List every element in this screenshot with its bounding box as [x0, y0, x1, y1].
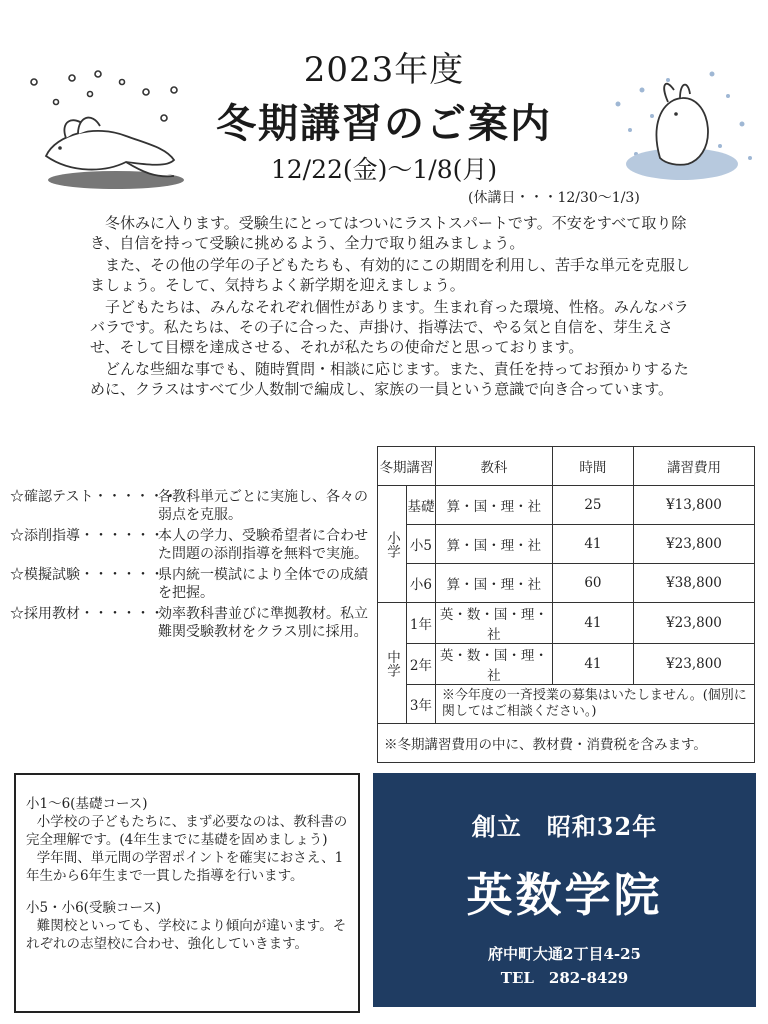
table-footnote: ※冬期講習費用の中に、教材費・消費税を含みます。	[378, 724, 755, 763]
table-row	[378, 603, 755, 644]
grade3-note: ※今年度の一斉授業の募集はいたしません。(個別に関してはご相談ください。)	[435, 685, 754, 724]
intro-paragraph: 子どもたちは、みんなそれぞれ個性があります。生まれ育った環境、性格。みんなバラバラです。私たちは、その子に合った、声掛け、指導法で、やる気と自信を、芽生えさせ、そして目標を達成させる、それが私たちの使命だと思っております。	[90, 298, 689, 356]
school-address: 府中町大通2丁目4-25	[488, 945, 641, 963]
page-title-year: 2023年度	[303, 50, 465, 90]
course-text: 学年間、単元間の学習ポイントを確実におさえ、1年生から6年生まで一貫した指導を行います。	[26, 850, 344, 884]
founded-text: 創立 昭和32年	[471, 812, 658, 841]
feature-item	[10, 605, 370, 641]
subjects-cell: 算・国・理・社	[435, 525, 552, 564]
course-heading: 小1～6(基礎コース)	[26, 796, 148, 812]
course-dates: 12/22(金)～1/8(月)	[270, 155, 498, 184]
grade-cell: 3年	[407, 685, 436, 724]
subjects-cell: 算・国・理・社	[435, 486, 552, 525]
table-header-row	[378, 447, 755, 486]
hours-cell: 25	[552, 486, 633, 525]
feature-text: 県内統一模試により全体での成績を把握。	[158, 567, 368, 601]
school-phone: TEL 282-8429	[500, 969, 629, 987]
grade-cell: 基礎	[407, 486, 436, 525]
feature-text: 本人の学力、受験希望者に合わせた問題の添削指導を無料で実施。	[158, 528, 368, 562]
grade-cell: 小5	[407, 525, 436, 564]
intro-paragraph: どんな些細な事でも、随時質問・相談に応じます。また、責任を持ってお預かりするために、クラスはすべて少人数制で編成し、家族の一員という意識で向き合っています。	[90, 360, 689, 398]
hours-cell: 41	[552, 525, 633, 564]
table-row	[378, 486, 755, 525]
table-row	[378, 564, 755, 603]
feature-item	[10, 488, 370, 524]
fee-cell: ¥23,800	[633, 644, 754, 685]
feature-text: 効率教科書並びに準拠教材。私立難関受験教材をクラス別に採用。	[158, 606, 368, 640]
holiday-note: (休講日・・・12/30～1/3)	[468, 190, 640, 206]
category-junior: 中学	[378, 603, 407, 724]
table-header: 時間	[552, 447, 633, 486]
category-elementary: 小学	[378, 486, 407, 603]
feature-text: 各教科単元ごとに実施し、各々の弱点を克服。	[158, 489, 368, 523]
feature-list	[10, 488, 370, 644]
school-panel	[373, 773, 756, 1007]
course-text: 難関校といっても、学校により傾向が違います。それぞれの志望校に合わせ、強化していきます。	[26, 918, 347, 952]
subjects-cell: 英・数・国・理・社	[435, 644, 552, 685]
table-header: 冬期講習	[378, 447, 436, 486]
feature-item	[10, 527, 370, 563]
table-row	[378, 644, 755, 685]
table-row	[378, 685, 755, 724]
school-name: 英数学院	[466, 868, 663, 922]
course-info-box	[14, 773, 360, 1013]
course-heading: 小5・小6(受験コース)	[26, 900, 162, 916]
grade-cell: 小6	[407, 564, 436, 603]
fee-cell: ¥23,800	[633, 603, 754, 644]
intro-paragraph: また、その他の学年の子どもたちも、有効的にこの期間を利用し、苦手な単元を克服しましょう。そして、気持ちよく新学期を迎えましょう。	[90, 256, 691, 294]
fee-cell: ¥38,800	[633, 564, 754, 603]
subjects-cell: 算・国・理・社	[435, 564, 552, 603]
table-header: 教科	[435, 447, 552, 486]
grade-cell: 1年	[407, 603, 436, 644]
grade-cell: 2年	[407, 644, 436, 685]
table-row	[378, 525, 755, 564]
page-title: 冬期講習のご案内	[216, 100, 552, 147]
table-header: 講習費用	[633, 447, 754, 486]
intro-paragraph: 冬休みに入ります。受験生にとってはついにラストスパートです。不安をすべて取り除き、自信を持って受験に挑めるよう、全力で取り組みましょう。	[90, 214, 687, 252]
intro-text	[90, 213, 690, 401]
feature-label: ☆添削指導・・・・・・	[10, 528, 164, 544]
feature-item	[10, 566, 370, 602]
feature-label: ☆模擬試験・・・・・・	[10, 567, 164, 583]
table-footer-row	[378, 724, 755, 763]
course-text: 小学校の子どもたちに、まず必要なのは、教科書の完全理解です。(4年生までに基礎を固めましょう)	[26, 814, 348, 848]
fee-cell: ¥23,800	[633, 525, 754, 564]
feature-label: ☆確認テスト・・・・・・	[10, 489, 178, 505]
fee-cell: ¥13,800	[633, 486, 754, 525]
hours-cell: 41	[552, 603, 633, 644]
subjects-cell: 英・数・国・理・社	[435, 603, 552, 644]
fee-table	[377, 446, 755, 763]
hours-cell: 41	[552, 644, 633, 685]
hours-cell: 60	[552, 564, 633, 603]
feature-label: ☆採用教材・・・・・・	[10, 606, 164, 622]
